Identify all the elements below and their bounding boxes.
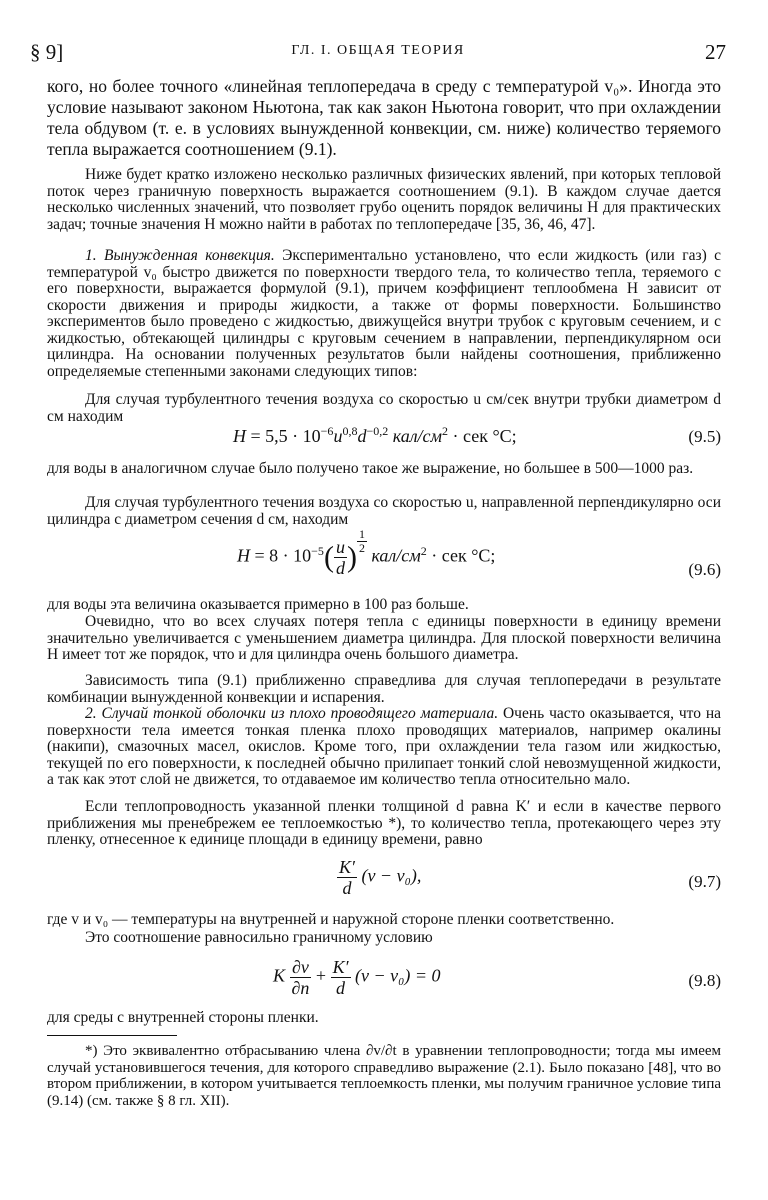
paragraph-film-conductivity: Если теплопроводность указанной пленки толщиной d равна K′ и если в качестве первого приближения мы пренебрежем ее теплоемкостью *), то количество тепла, протекающего через эту пленку, отнесенное к единице площади в единицу времени, равно bbox=[47, 798, 721, 848]
paragraph-continuation: кого, но более точного «линейная теплопередача в среду с температурой v₀». Иногда это условие называют законом Ньютона, так как закон Ньютона говорит, что при охлаждении тела обдувом (т. е. в условиях вынужденной конвекции, см. ниже) количество теряемого тепла выражается соотношением (9.1). bbox=[47, 76, 721, 159]
page-number: 27 bbox=[705, 40, 726, 64]
equation-number: (9.7) bbox=[688, 872, 721, 891]
paragraph-diameter: Очевидно, что во всех случаях потеря тепла с единицы поверхности в единицу времени значительно увеличивается с уменьшением диаметра цилиндра. Для плоской поверхности величина H имеет тот же порядок, что и для цилиндра очень большого диаметра. bbox=[47, 613, 721, 663]
paragraph-inner-side: для среды с внутренней стороны пленки. bbox=[47, 1009, 319, 1026]
paragraph-water-cylinder: для воды эта величина оказывается примерно в 100 раз больше. bbox=[47, 596, 469, 613]
equation-9-6: $H = 8 \cdot 10^{-5}$( $\frac{u}{d}$ ) $\frac{1}{2}$ кал/$см^2$ · сек °C; (9.6) bbox=[237, 527, 721, 579]
subsection-heading-forced-convection: 1. Вынужденная конвекция. bbox=[85, 247, 275, 264]
paragraph-equivalent: Это соотношение равносильно граничному условию bbox=[85, 929, 433, 946]
forced-convection-text: Экспериментально установлено, что если жидкость (или газ) с температурой v₀ быстро движется по поверхности твердого тела, то количество тепла, теряемого с его поверхности, выражается формулой (9.1), причем коэффициент теплообмена H зависит от скорости движения и природы жидкости, а также от формы поверхности. Большинство экспериментов было проведено с жидкостью, движущейся внутри трубок с круговым сечением, и с жидкостью, обтекающей цилиндры с круговым сечением в направлении, перпендикулярном оси цилиндра. На основании полученных результатов были найдены соотношения, приближенно определяемые степенными законами следующих типов: bbox=[47, 247, 722, 380]
equation-number: (9.8) bbox=[688, 971, 721, 990]
paragraph-tube-flow: Для случая турбулентного течения воздуха со скоростью u см/сек внутри трубки диаметром d см находим bbox=[47, 391, 721, 425]
paragraph-cylinder-flow: Для случая турбулентного течения воздуха со скоростью u, направленной перпендикулярно оси цилиндра с диаметром сечения d см, находим bbox=[47, 494, 721, 528]
paragraph-intro: Ниже будет кратко изложено несколько различных физических явлений, при которых тепловой поток через граничную поверхность выражается соотношением (9.1). В каждом случае дается несколько численных значений, что позволяет грубо оценить порядок величины H для практических задач; точные значения H можно найти в работах по теплопередаче [35, 36, 46, 47]. bbox=[47, 166, 721, 233]
equation-9-7: $\frac{K'}{d}$ (v − v₀), (9.7) bbox=[339, 857, 721, 898]
paragraph-thin-shell bbox=[47, 706, 721, 789]
chapter-title: ГЛ. I. ОБЩАЯ ТЕОРИЯ bbox=[291, 43, 465, 58]
section-marker: § 9] bbox=[30, 40, 64, 64]
thin-shell-text: Очень часто оказывается, что на поверхности тела имеется тонкая пленка плохо проводящих материалов, например окалины (накипи), смазочных масел, окислов. Кроме того, при охлаждении тела газом или жидкостью, текущей по его поверхности, к последней обычно прилипает тонкий слой невозмущенной жидкости, а так как этот слой не движется, то отдаваемое им количество тепла относительно мало. bbox=[47, 705, 721, 788]
equation-number: (9.6) bbox=[688, 560, 721, 579]
running-header bbox=[30, 40, 726, 64]
paragraph-temperatures: где v и v₀ — температуры на внутренней и наружной стороне пленки соответственно. bbox=[47, 911, 615, 928]
equation-9-5: $H = 5,5 \cdot 10^{-6}u^{0,8}d^{-0,2}$ кал/$см^2$ · сек °C; (9.5) bbox=[233, 424, 721, 446]
footnote: *) Это эквивалентно отбрасыванию члена ∂v/∂t в уравнении теплопроводности; тогда мы имеем случай установившегося течения, для которого справедливо выражение (2.1). Было показано [48], что во втором приближении, в котором учитывается теплоемкость пленки, мы получим граничное условие типа (9.14) (см. также § 8 гл. XII). bbox=[47, 1043, 721, 1109]
subsection-heading-thin-shell: 2. Случай тонкой оболочки из плохо проводящего материала. bbox=[85, 705, 499, 722]
equation-9-8: K $\frac{\partial v}{\partial n}$ + $\frac{K'}{d}$ (v − v₀) = 0 (9.8) bbox=[273, 957, 721, 998]
paragraph-forced-convection bbox=[47, 248, 721, 380]
paragraph-evaporation: Зависимость типа (9.1) приближенно справедлива для случая теплопередачи в результате комбинации вынужденной конвекции и испарения. bbox=[47, 672, 721, 706]
equation-number: (9.5) bbox=[688, 427, 721, 446]
footnote-rule bbox=[47, 1035, 177, 1036]
paragraph-water-tube: для воды в аналогичном случае было получено такое же выражение, но большее в 500—1000 раз. bbox=[47, 460, 694, 477]
